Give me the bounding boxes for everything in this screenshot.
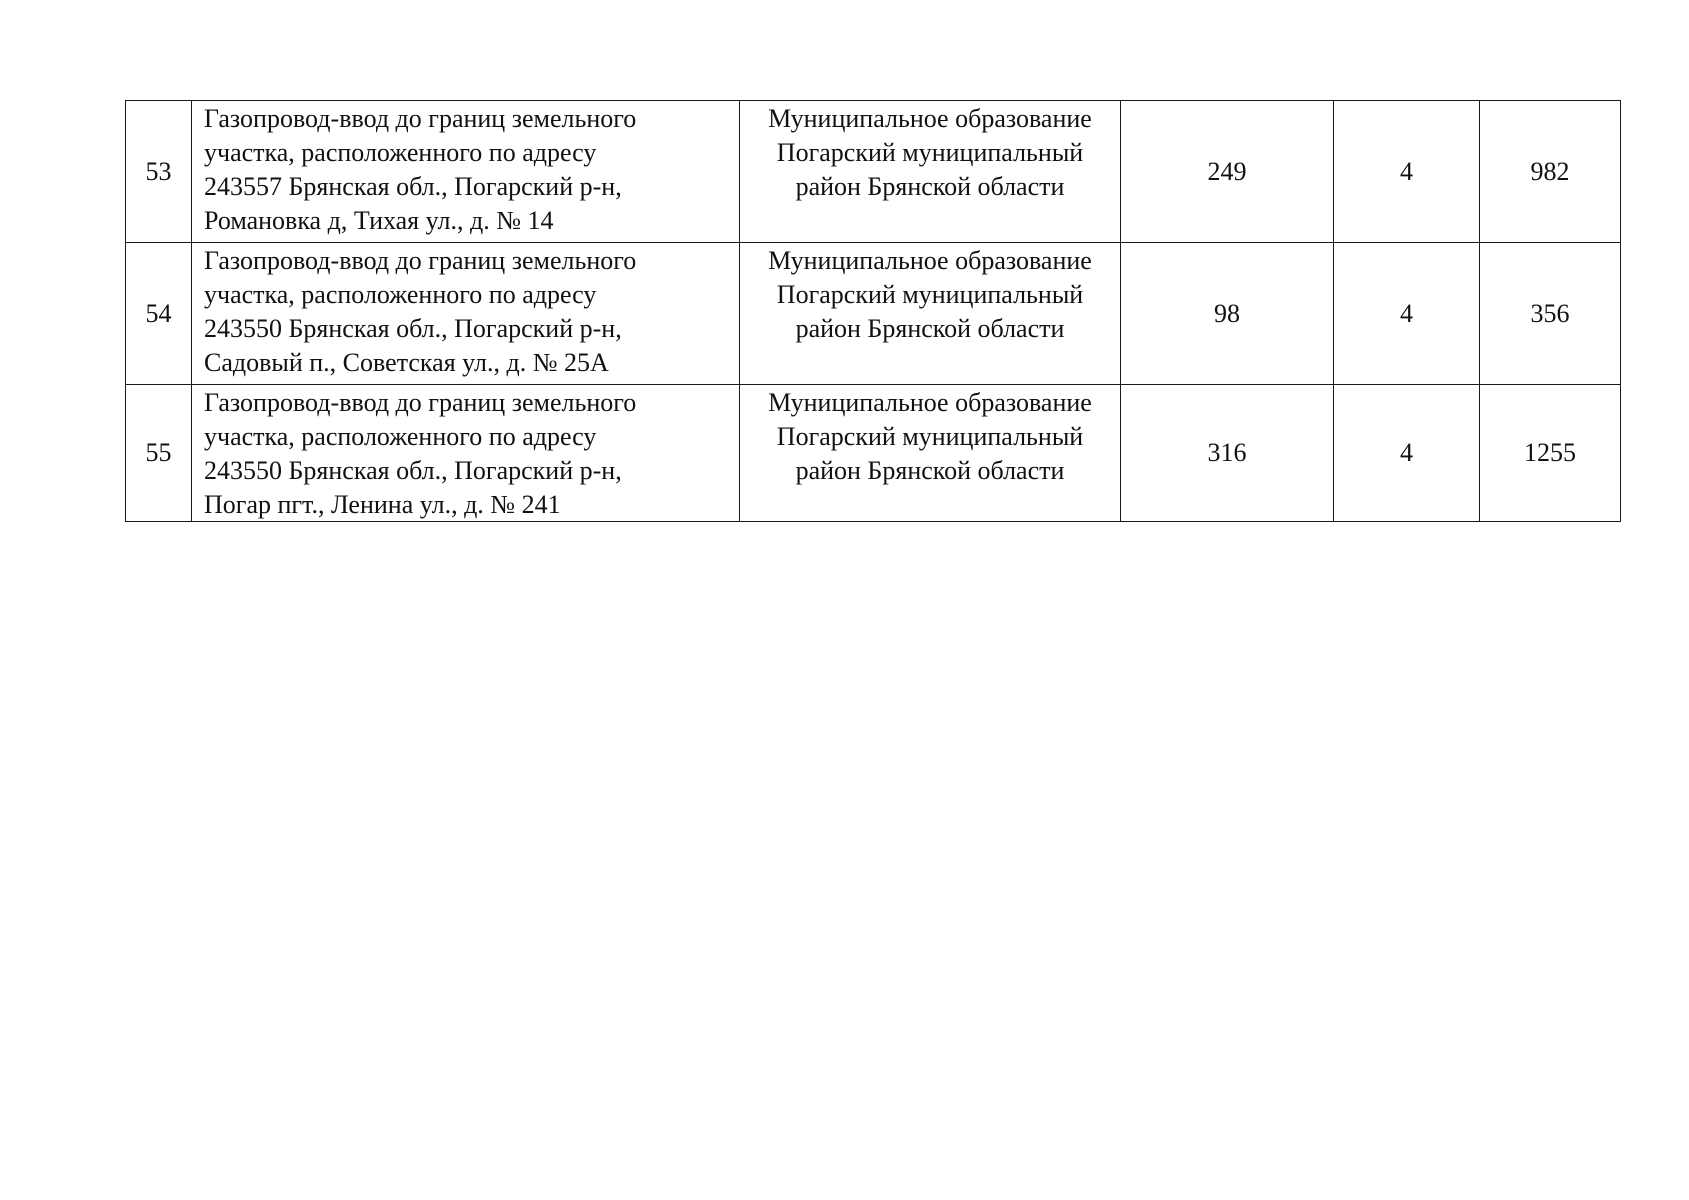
description-line: Садовый п., Советская ул., д. № 25А [204, 348, 609, 377]
table-row [126, 101, 1621, 243]
object-description [192, 243, 740, 385]
value-2-cell: 4 [1334, 101, 1480, 243]
object-description [192, 385, 740, 522]
value-3-cell: 1255 [1480, 385, 1621, 522]
owner-cell [740, 385, 1121, 522]
owner-line: Муниципальное образование [768, 388, 1092, 417]
owner-line: район Брянской области [795, 314, 1065, 343]
owner-line: Погарский муниципальный [776, 422, 1084, 451]
description-line: Газопровод-ввод до границ земельного [204, 104, 637, 133]
description-line: Погар пгт., Ленина ул., д. № 241 [204, 490, 561, 519]
description-line: Романовка д, Тихая ул., д. № 14 [204, 206, 554, 235]
description-line: Газопровод-ввод до границ земельного [204, 388, 637, 417]
value-1-cell: 249 [1121, 101, 1334, 243]
value-3-cell: 356 [1480, 243, 1621, 385]
owner-cell [740, 243, 1121, 385]
table-row [126, 385, 1621, 522]
value-1-cell: 98 [1121, 243, 1334, 385]
value-3-cell: 982 [1480, 101, 1621, 243]
row-number: 55 [126, 385, 192, 522]
table-row [126, 243, 1621, 385]
value-2-cell: 4 [1334, 385, 1480, 522]
description-line: 243550 Брянская обл., Погарский р-н, [204, 456, 622, 485]
owner-line: район Брянской области [795, 172, 1065, 201]
object-description [192, 101, 740, 243]
description-line: участка, расположенного по адресу [204, 422, 597, 451]
row-number: 54 [126, 243, 192, 385]
owner-line: район Брянской области [795, 456, 1065, 485]
owner-line: Погарский муниципальный [776, 280, 1084, 309]
description-line: Газопровод-ввод до границ земельного [204, 246, 637, 275]
value-1-cell: 316 [1121, 385, 1334, 522]
description-line: 243557 Брянская обл., Погарский р-н, [204, 172, 622, 201]
owner-cell [740, 101, 1121, 243]
value-2-cell: 4 [1334, 243, 1480, 385]
description-line: участка, расположенного по адресу [204, 280, 597, 309]
description-line: участка, расположенного по адресу [204, 138, 597, 167]
description-line: 243550 Брянская обл., Погарский р-н, [204, 314, 622, 343]
owner-line: Погарский муниципальный [776, 138, 1084, 167]
owner-line: Муниципальное образование [768, 104, 1092, 133]
owner-line: Муниципальное образование [768, 246, 1092, 275]
row-number: 53 [126, 101, 192, 243]
property-table [125, 100, 1621, 522]
